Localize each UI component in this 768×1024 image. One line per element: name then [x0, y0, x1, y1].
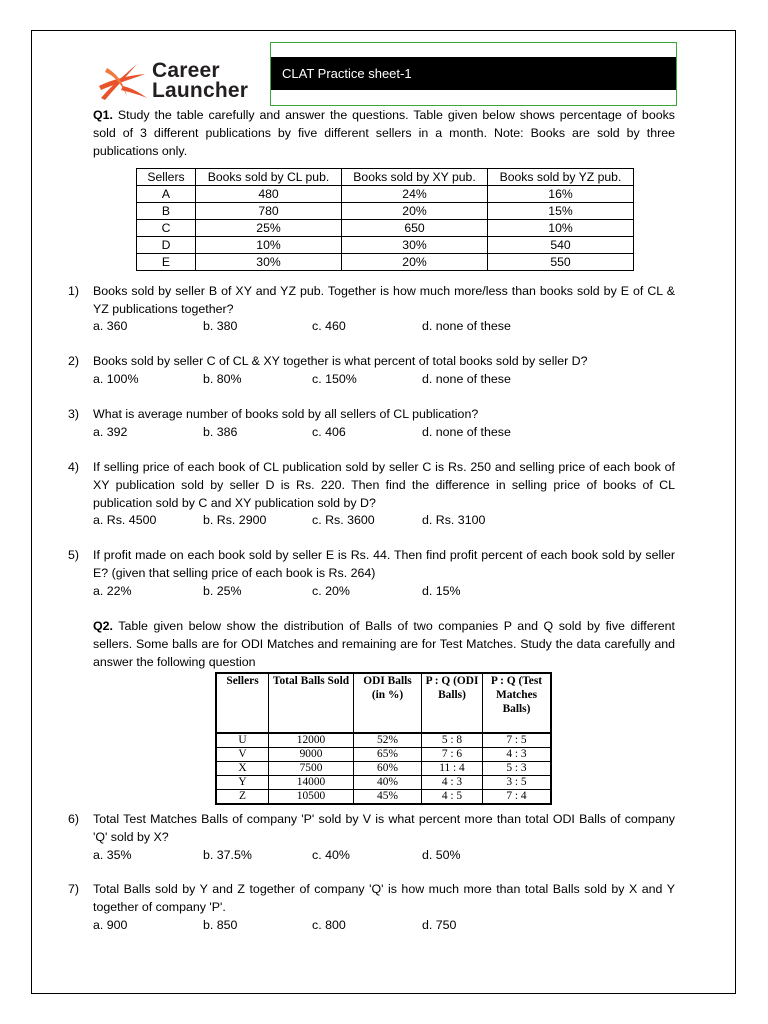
- option-c: c. 460: [312, 319, 346, 333]
- table-cell: 10500: [269, 790, 354, 805]
- option-a: a. 900: [93, 918, 128, 932]
- table-cell: 14000: [269, 776, 354, 790]
- option-c: c. 20%: [312, 584, 350, 598]
- option-b: b. 380: [203, 319, 238, 333]
- question-number: 7): [68, 882, 80, 896]
- table-cell: 30%: [342, 237, 488, 254]
- table-cell: 540: [488, 237, 634, 254]
- table-cell: 65%: [354, 748, 422, 762]
- question-number: 3): [68, 407, 80, 421]
- option-b: b. 25%: [203, 584, 242, 598]
- books-table: [136, 168, 634, 271]
- option-a: a. 392: [93, 425, 128, 439]
- table-row: [137, 203, 634, 220]
- table-cell: 4 : 3: [483, 748, 552, 762]
- q2-label: Q2.: [93, 619, 113, 633]
- table-cell: B: [137, 203, 196, 220]
- table-cell: U: [216, 733, 269, 748]
- table-cell: 5 : 3: [483, 762, 552, 776]
- option-b: b. Rs. 2900: [203, 513, 267, 527]
- table-row: [216, 762, 551, 776]
- option-d: d. none of these: [422, 319, 511, 333]
- table-row: [216, 790, 551, 805]
- books-table-header: Books sold by CL pub.: [196, 169, 342, 186]
- question-text: Total Balls sold by Y and Z together of company 'Q' is how much more than total Balls sold by X and Y together of company 'P'.: [93, 882, 675, 914]
- option-d: d. 15%: [422, 584, 461, 598]
- table-cell: 650: [342, 220, 488, 237]
- table-cell: 15%: [488, 203, 634, 220]
- books-table-header: Sellers: [137, 169, 196, 186]
- question-number: 1): [68, 284, 80, 298]
- option-a: a. Rs. 4500: [93, 513, 157, 527]
- table-cell: 7 : 5: [483, 733, 552, 748]
- balls-table: [215, 672, 552, 805]
- table-cell: E: [137, 254, 196, 271]
- option-a: a. 360: [93, 319, 128, 333]
- table-cell: 9000: [269, 748, 354, 762]
- table-cell: 60%: [354, 762, 422, 776]
- question-number: 4): [68, 460, 80, 474]
- table-row: [137, 220, 634, 237]
- option-c: c. Rs. 3600: [312, 513, 375, 527]
- question-number: 5): [68, 548, 80, 562]
- table-cell: 52%: [354, 733, 422, 748]
- table-cell: 780: [196, 203, 342, 220]
- table-cell: 5 : 8: [422, 733, 483, 748]
- question-number: 2): [68, 354, 80, 368]
- table-cell: 20%: [342, 203, 488, 220]
- q1-intro: [93, 106, 675, 160]
- table-cell: 20%: [342, 254, 488, 271]
- table-cell: D: [137, 237, 196, 254]
- logo-word-career: Career: [152, 59, 220, 82]
- option-d: d. none of these: [422, 372, 511, 386]
- option-c: c. 40%: [312, 848, 350, 862]
- table-row: [216, 776, 551, 790]
- table-cell: 16%: [488, 186, 634, 203]
- table-row: [216, 748, 551, 762]
- logo-word-launcher: Launcher: [152, 79, 249, 102]
- table-cell: Y: [216, 776, 269, 790]
- table-cell: 40%: [354, 776, 422, 790]
- table-cell: 480: [196, 186, 342, 203]
- table-cell: 7500: [269, 762, 354, 776]
- balls-table-header: ODI Balls (in %): [354, 673, 422, 733]
- option-a: a. 35%: [93, 848, 132, 862]
- table-cell: 4 : 3: [422, 776, 483, 790]
- balls-table-header: P : Q (Test Matches Balls): [483, 673, 552, 733]
- option-d: d. 750: [422, 918, 457, 932]
- q1-label: Q1.: [93, 108, 113, 122]
- option-a: a. 22%: [93, 584, 132, 598]
- table-row: [137, 254, 634, 271]
- books-table-header-row: [137, 169, 634, 186]
- table-cell: 30%: [196, 254, 342, 271]
- table-cell: 11 : 4: [422, 762, 483, 776]
- question-text: Total Test Matches Balls of company 'P' sold by V is what percent more than total ODI Balls of company 'Q' sold by X?: [93, 812, 675, 844]
- balls-table-header-row: [216, 673, 551, 733]
- option-a: a. 100%: [93, 372, 139, 386]
- books-table-header: Books sold by YZ pub.: [488, 169, 634, 186]
- books-table-header: Books sold by XY pub.: [342, 169, 488, 186]
- option-b: b. 80%: [203, 372, 242, 386]
- question-text: What is average number of books sold by all sellers of CL publication?: [93, 407, 479, 421]
- balls-table-header: Sellers: [216, 673, 269, 733]
- table-cell: X: [216, 762, 269, 776]
- table-cell: 3 : 5: [483, 776, 552, 790]
- table-cell: 550: [488, 254, 634, 271]
- table-cell: 4 : 5: [422, 790, 483, 805]
- table-cell: 12000: [269, 733, 354, 748]
- balls-table-header: Total Balls Sold: [269, 673, 354, 733]
- table-cell: V: [216, 748, 269, 762]
- option-b: b. 386: [203, 425, 238, 439]
- table-row: [137, 237, 634, 254]
- option-c: c. 406: [312, 425, 346, 439]
- table-cell: 7 : 4: [483, 790, 552, 805]
- table-cell: 25%: [196, 220, 342, 237]
- table-cell: 10%: [488, 220, 634, 237]
- option-d: d. 50%: [422, 848, 461, 862]
- table-cell: 45%: [354, 790, 422, 805]
- option-d: d. Rs. 3100: [422, 513, 486, 527]
- table-row: [137, 186, 634, 203]
- question-text: If selling price of each book of CL publication sold by seller C is Rs. 250 and selling price of each book of XY publication sold by seller D is Rs. 220. Then find the difference in selling price of books of CL publication sold by C and XY publication sold by D?: [93, 460, 675, 510]
- question-text: Books sold by seller C of CL & XY together is what percent of total books sold by seller D?: [93, 354, 588, 368]
- table-cell: C: [137, 220, 196, 237]
- q1-intro-text: Study the table carefully and answer the questions. Table given below shows percentage of books sold of 3 different publications by five different sellers in a month. Note: Books are sold by three publications only.: [93, 108, 675, 158]
- table-cell: 7 : 6: [422, 748, 483, 762]
- table-row: [216, 733, 551, 748]
- balls-table-header: P : Q (ODI Balls): [422, 673, 483, 733]
- option-d: d. none of these: [422, 425, 511, 439]
- question-text: Books sold by seller B of XY and YZ pub. Together is how much more/less than books sold by E of CL & YZ publications together?: [93, 284, 675, 316]
- option-c: c. 800: [312, 918, 346, 932]
- question-text: If profit made on each book sold by seller E is Rs. 44. Then find profit percent of each book sold by seller E? (given that selling price of each book is Rs. 264): [93, 548, 675, 580]
- option-c: c. 150%: [312, 372, 357, 386]
- table-cell: A: [137, 186, 196, 203]
- table-cell: Z: [216, 790, 269, 805]
- question-number: 6): [68, 812, 80, 826]
- table-cell: 10%: [196, 237, 342, 254]
- q2-intro-text: Table given below show the distribution of Balls of two companies P and Q sold by five different sellers. Some balls are for ODI Matches and remaining are for Test Matches. Study the data carefully and answer the following question: [93, 619, 675, 669]
- sheet-title: CLAT Practice sheet-1: [271, 57, 676, 90]
- q2-intro: [93, 617, 675, 671]
- career-launcher-logo: [97, 58, 267, 104]
- option-b: b. 37.5%: [203, 848, 252, 862]
- option-b: b. 850: [203, 918, 238, 932]
- swoosh-logo-icon: [97, 60, 149, 100]
- table-cell: 24%: [342, 186, 488, 203]
